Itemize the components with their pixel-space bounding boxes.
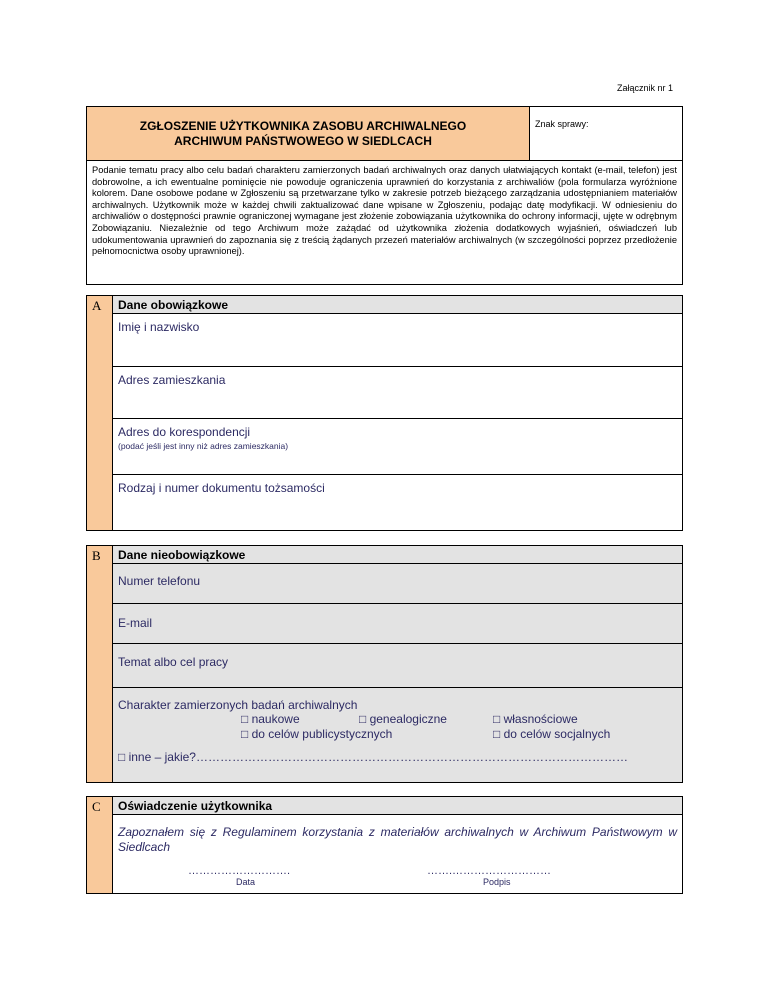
research-type-field: [113, 688, 682, 782]
case-ref-field[interactable]: Znak sprawy:: [530, 107, 682, 160]
research-type-label: Charakter zamierzonych badań archiwalnych: [118, 698, 358, 712]
section-c-letter: C: [87, 797, 113, 893]
checkbox-journalistic[interactable]: □ do celów publicystycznych: [241, 727, 393, 741]
section-b-title: Dane nieobowiązkowe: [113, 546, 682, 564]
checkbox-scientific[interactable]: □ naukowe: [241, 712, 300, 726]
section-a-title: Dane obowiązkowe: [113, 296, 682, 314]
correspondence-label: Adres do korespondencji: [118, 425, 251, 439]
form-title-line2: ARCHIWUM PAŃSTWOWEGO W SIEDLCACH: [174, 133, 432, 148]
signature-line[interactable]: …….………………………: [427, 865, 552, 877]
name-field[interactable]: [113, 314, 682, 367]
signature-label: Podpis: [483, 877, 511, 887]
date-label: Data: [236, 877, 256, 887]
address-field[interactable]: [113, 367, 682, 419]
checkbox-other[interactable]: □ inne – jakie?………………………………………………………………………………………………: [118, 750, 628, 764]
intro-paragraph: Podanie tematu pracy albo celu badań charakteru zamierzonych badań archiwalnych oraz danych ułatwiających kontakt (e-mail, telefon) jest dobrowolne, a ich ewentualne pominięcie nie powoduje ograniczenia uprawnień do korzystania z archiwaliów (pola formularza wyróżnione kolorem. Dane osobowe podane w Zgłoszeniu są przetwarzane tylko w zakresie potrzeb bieżącego zarządzania udostępnianiem materiałów archiwalnych. Użytkownik może w każdej chwili zaktualizować dane wpisane w Zgłoszeniu, podając datę modyfikacji. W odniesieniu do archiwaliów o dostępności prawnie ograniczonej wymagane jest złożenie zobowiązania użytkownika do ochrony informacji, ujęte w odrębnym Zobowiązaniu. Niezależnie od tego Archiwum może zażądać od użytkownika złożenia dodatkowych wyjaśnień, oświadczeń lub udokumentowania uprawnień do zapoznania się z treścią żądanych przezeń materiałów archiwalnych (w szczególności poprzez przedłożenie pełnomocnictwa osoby uprawnionej).: [86, 161, 683, 285]
date-line[interactable]: ……………………….: [188, 865, 291, 877]
id-document-field[interactable]: [113, 475, 682, 530]
section-c: [86, 796, 683, 894]
id-document-label: Rodzaj i numer dokumentu tożsamości: [118, 481, 325, 495]
correspondence-note: (podać jeśli jest inny niż adres zamieszkania): [118, 441, 289, 451]
phone-label: Numer telefonu: [118, 574, 201, 588]
topic-field[interactable]: [113, 644, 682, 688]
form-header: [86, 106, 683, 161]
correspondence-field[interactable]: [113, 419, 682, 475]
section-b-letter: B: [87, 546, 113, 782]
address-label: Adres zamieszkania: [118, 373, 226, 387]
name-label: Imię i nazwisko: [118, 320, 200, 334]
section-a-letter: A: [87, 296, 113, 530]
annex-label: Załącznik nr 1: [616, 83, 673, 93]
section-b: [86, 545, 683, 783]
email-field[interactable]: [113, 604, 682, 644]
topic-label: Temat albo cel pracy: [118, 655, 229, 669]
email-label: E-mail: [118, 616, 153, 630]
form-title-line1: ZGŁOSZENIE UŻYTKOWNIKA ZASOBU ARCHIWALNEGO: [139, 118, 467, 133]
checkbox-ownership[interactable]: □ własnościowe: [493, 712, 578, 726]
form-title: [87, 107, 530, 160]
checkbox-genealogical[interactable]: □ genealogiczne: [359, 712, 447, 726]
phone-field[interactable]: [113, 564, 682, 604]
checkbox-social[interactable]: □ do celów socjalnych: [493, 727, 611, 741]
section-a: [86, 295, 683, 531]
section-c-title: Oświadczenie użytkownika: [113, 797, 682, 815]
declaration-text: Zapoznałem się z Regulaminem korzystania z materiałów archiwalnych w Archiwum Państwowym w Siedlcach: [118, 825, 677, 854]
